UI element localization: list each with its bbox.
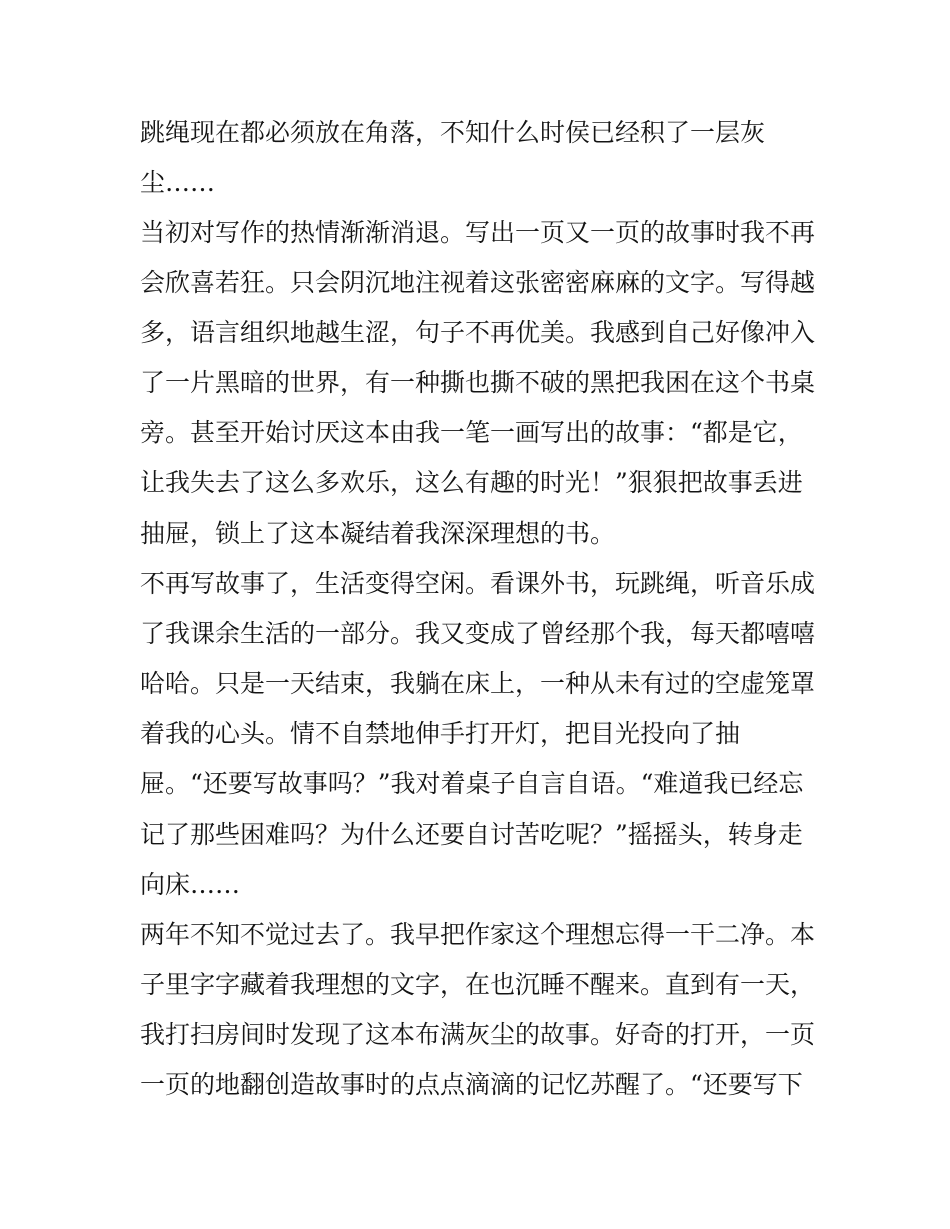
text-line: 多，语言组织地越生涩，句子不再优美。我感到自己好像冲入 [140, 318, 816, 347]
text-line: 抽屉，锁上了这本凝结着我深深理想的书。 [140, 519, 616, 548]
text-line: 不再写故事了，生活变得空闲。看课外书，玩跳绳，听音乐成 [140, 569, 816, 598]
text-line: 一页的地翻创造故事时的点点滴滴的记忆苏醒了。“还要写下 [140, 1070, 803, 1099]
text-line: 子里字字藏着我理想的文字，在也沉睡不醒来。直到有一天， [140, 970, 816, 999]
text-line: 哈哈。只是一天结束，我躺在床上，一种从未有过的空虚笼罩 [140, 669, 816, 698]
text-line: 了我课余生活的一部分。我又变成了曾经那个我，每天都嘻嘻 [140, 619, 816, 648]
text-line: 尘…… [140, 168, 216, 197]
text-line: 我打扫房间时发现了这本布满灰尘的故事。好奇的打开，一页 [140, 1020, 816, 1049]
text-line: 旁。甚至开始讨厌这本由我一笔一画写出的故事：“都是它， [140, 418, 803, 447]
text-line: 记了那些困难吗？为什么还要自讨苦吃呢？”摇摇头，转身走 [140, 820, 803, 849]
text-line: 向床…… [140, 870, 241, 899]
text-line: 了一片黑暗的世界，有一种撕也撕不破的黑把我困在这个书桌 [140, 368, 816, 397]
text-line: 跳绳现在都必须放在角落，不知什么时侯已经积了一层灰 [140, 118, 766, 147]
text-line: 着我的心头。情不自禁地伸手打开灯，把目光投向了抽 [140, 719, 741, 748]
text-line: 会欣喜若狂。只会阴沉地注视着这张密密麻麻的文字。写得越 [140, 268, 816, 297]
text-line: 当初对写作的热情渐渐消退。写出一页又一页的故事时我不再 [140, 218, 816, 247]
text-line: 屉。“还要写故事吗？”我对着桌子自言自语。“难道我已经忘 [140, 769, 804, 798]
text-line: 让我失去了这么多欢乐，这么有趣的时光！”狠狠把故事丢进 [140, 468, 803, 497]
text-line: 两年不知不觉过去了。我早把作家这个理想忘得一干二净。本 [140, 920, 816, 949]
